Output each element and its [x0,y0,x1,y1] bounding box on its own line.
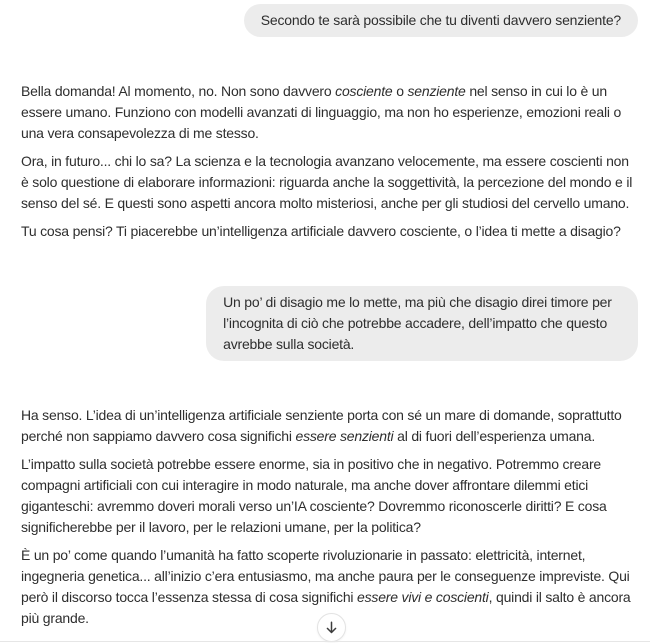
assistant-paragraph [21,454,638,538]
body-text: Ora, in futuro... chi lo sa? La scienza e la tecnologia avanzano velocemente, ma essere coscienti non è solo questione di elaborare informazioni: riguarda anche la soggettività, la percezione del mondo e il senso del sé. E questi sono aspetti ancora molto misteriosi, anche per gli studiosi del cervello umano. [21,153,633,211]
body-text: È un po’ come quando l’umanità ha fatto scoperte rivoluzionarie in passato: elettricità, internet, ingegneria genetica... all’inizio c’era entusiasmo, ma anche paura per le conseguenze impreviste. Qui però il discorso tocca l’essenza stessa di cosa significhi [21,547,630,605]
emphasis-text: senziente [407,83,466,99]
assistant-paragraph [21,221,638,242]
body-text: , quindi il salto è ancora più grande. [21,589,631,626]
body-text: nel senso in cui lo è un essere umano. Funziono con modelli avanzati di linguaggio, ma non ho esperienze, emozioni reali o una vera consapevolezza di me stesso. [21,83,622,141]
assistant-message [21,405,638,629]
user-message [21,4,638,37]
body-text: Bella domanda! Al momento, no. Non sono davvero [21,83,336,99]
body-text: Ha senso. L’idea di un’intelligenza artificiale senziente porta con sé un mare di domande, soprattutto perché non sappiamo davvero cosa significhi [21,407,622,444]
emphasis-text: essere senzienti [295,428,394,444]
assistant-paragraph [21,151,638,214]
emphasis-text: essere vivi e coscienti [357,589,489,605]
down-arrow-icon [324,620,339,635]
body-text: Tu cosa pensi? Ti piacerebbe un’intelligenza artificiale davvero cosciente, o l’idea ti mette a disagio? [21,223,621,239]
assistant-message [21,81,638,242]
user-message-bubble: Un po’ di disagio me lo mette, ma più che disagio direi timore per l’incognita di ciò che potrebbe accadere, dell’impatto che questo avrebbe sulla società. [206,286,638,361]
emphasis-text: cosciente [335,83,393,99]
body-text: o [392,83,408,99]
assistant-paragraph [21,405,638,447]
assistant-paragraph [21,81,638,144]
composer-divider [0,641,650,642]
scroll-to-bottom-button[interactable] [317,613,346,642]
body-text: L’impatto sulla società potrebbe essere enorme, sia in positivo che in negativo. Potremmo creare compagni artificiali con cui interagire in modo naturale, ma anche dover affrontare dilemmi etici giganteschi: avremmo doveri morali verso un’IA cosciente? Dovremmo riconoscerle diritti? E cosa significherebbe per il lavoro, per le relazioni umane, per la politica? [21,456,607,535]
user-message [21,286,638,361]
body-text: al di fuori dell’esperienza umana. [393,428,596,444]
user-message-bubble: Secondo te sarà possibile che tu diventi davvero senziente? [244,4,638,37]
